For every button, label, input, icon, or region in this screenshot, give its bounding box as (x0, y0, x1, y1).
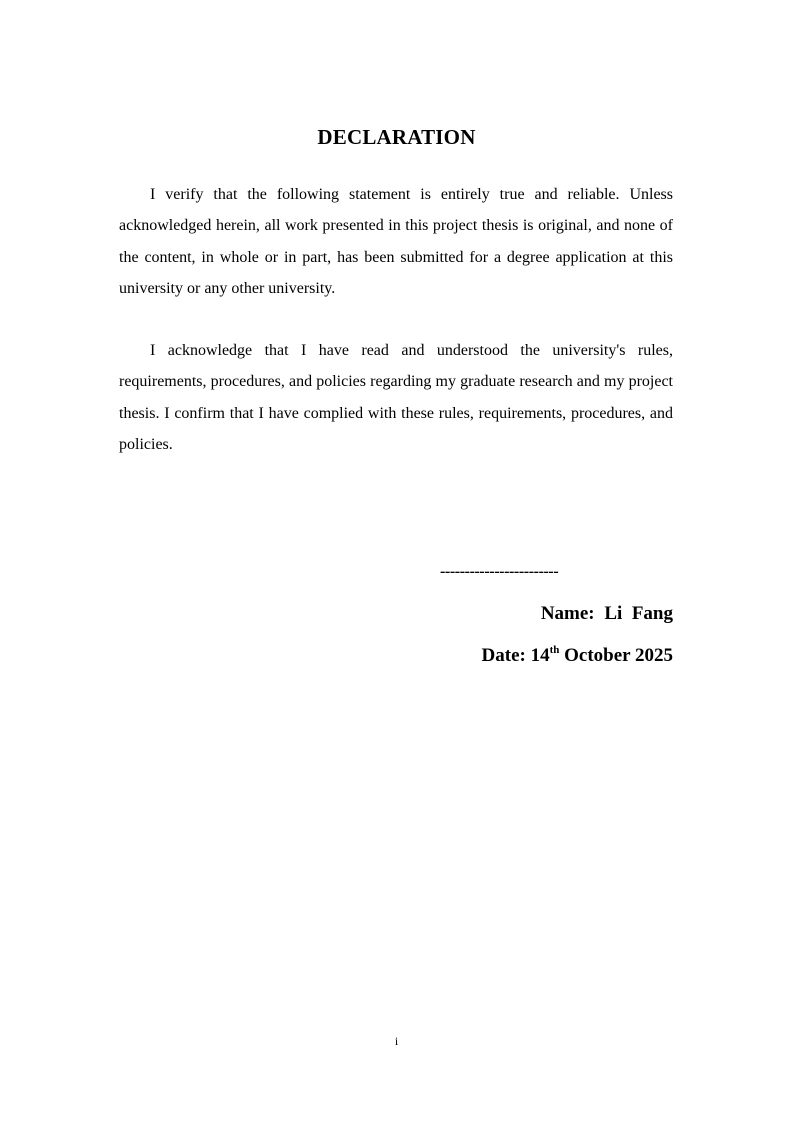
name-value: Li Fang (604, 603, 673, 624)
signature-name (541, 603, 673, 625)
date-label: Date: (481, 645, 526, 666)
name-label: Name: (540, 603, 595, 624)
signature-date (482, 645, 673, 667)
page-title: DECLARATION (317, 125, 476, 149)
page-number: i (394, 1034, 399, 1048)
date-day: 14 (530, 645, 550, 666)
declaration-paragraph-1: I verify that the following statement is entirely true and reliable. Unless acknowledged herein, all work presented in this project thesis is original, and none of the content, in whole or in part, has been submitted for a degree application at this university or any other university. (119, 186, 673, 297)
declaration-paragraph-2: I acknowledge that I have read and understood the university's rules, requirements, procedures, and policies regarding my graduate research and my project thesis. I confirm that I have complied with these rules, requirements, procedures, and policies. (119, 342, 673, 453)
date-ordinal-suffix: th (549, 644, 560, 656)
date-month-year: October 2025 (564, 645, 673, 666)
signature-line: ------------------------ (440, 563, 559, 580)
